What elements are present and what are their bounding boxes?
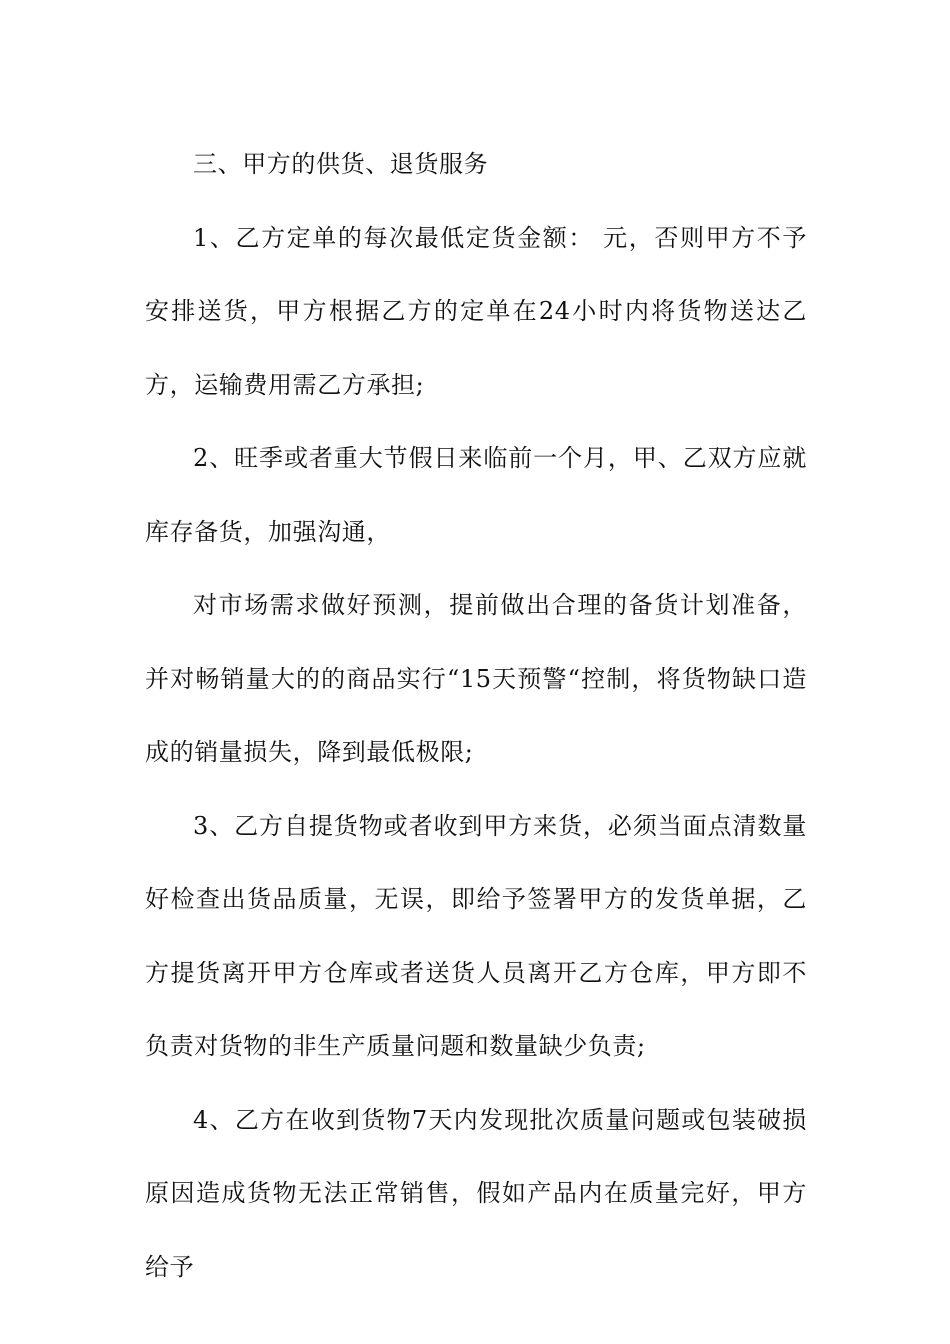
document-body xyxy=(145,128,807,1304)
section-heading: 三、甲方的供货、退货服务 xyxy=(193,150,489,178)
paragraph-clause-2: 2、旺季或者重大节假日来临前一个月，甲、乙双方应就库存备货，加强沟通， xyxy=(145,444,807,546)
paragraph-clause-2-continued: 对市场需求做好预测，提前做出合理的备货计划准备，并对畅销量大的的商品实行“15天预警“控制，将货物缺口造成的销量损失，降到最低极限; xyxy=(145,591,807,766)
paragraph-clause-4: 4、乙方在收到货物7天内发现批次质量问题或包装破损原因造成货物无法正常销售，假如产品内在质量完好，甲方给予 xyxy=(145,1105,807,1281)
paragraph-clause-3: 3、乙方自提货物或者收到甲方来货，必须当面点清数量好检查出货品质量，无误，即给予签署甲方的发货单据，乙方提货离开甲方仓库或者送货人员离开乙方仓库，甲方即不负责对货物的非生产质量问题和数量缺少负责; xyxy=(145,811,807,1060)
paragraph-clause-1: 1、乙方定单的每次最低定货金额： 元，否则甲方不予安排送货，甲方根据乙方的定单在24小时内将货物送达乙方，运输费用需乙方承担; xyxy=(145,223,807,399)
